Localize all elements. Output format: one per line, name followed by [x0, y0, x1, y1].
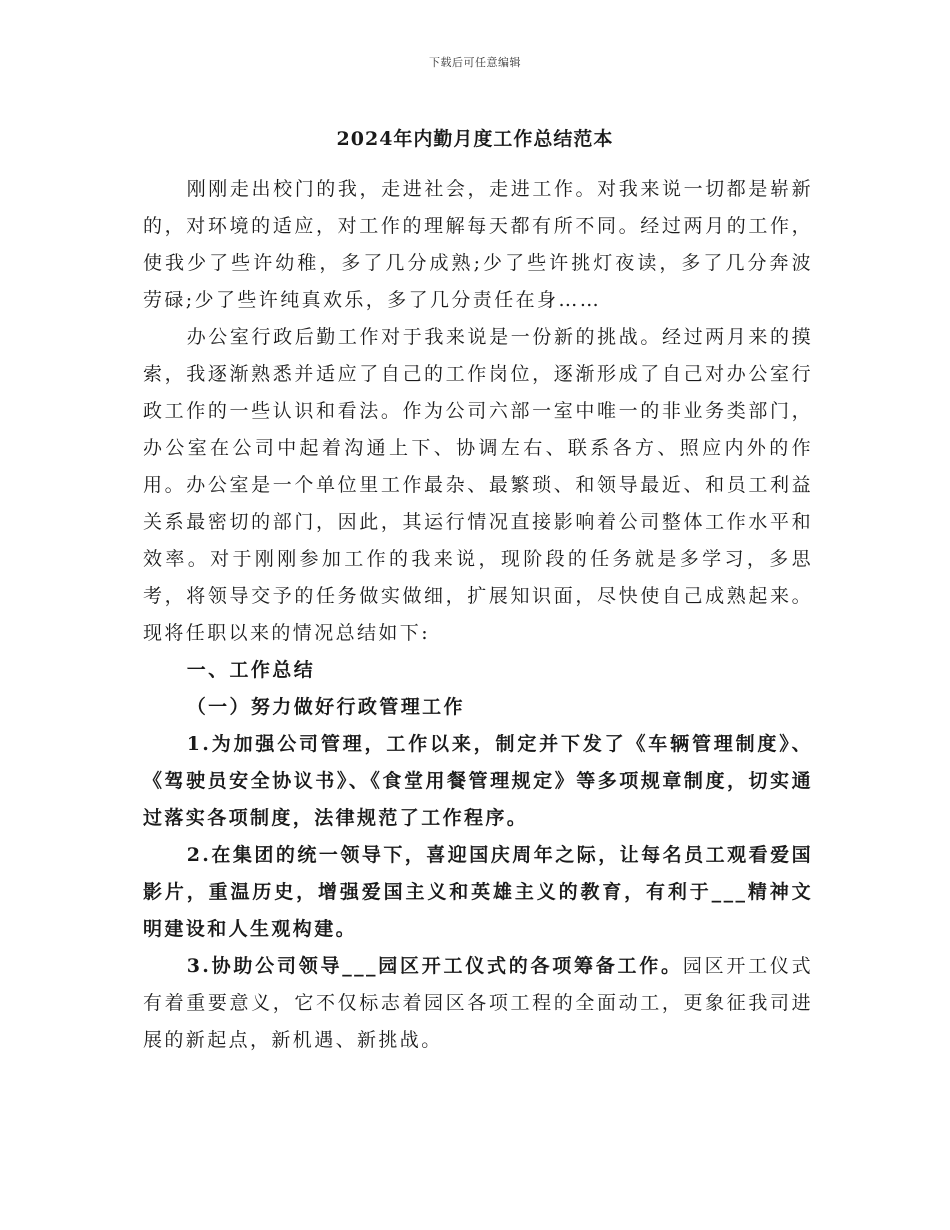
list-item-1: 1.为加强公司管理，工作以来，制定并下发了《车辆管理制度》、《驾驶员安全协议书》、《食堂用餐管理规定》等多项规章制度，切实通过落实各项制度，法律规范了工作程序。 [143, 733, 813, 829]
paragraph-office-work: 办公室行政后勤工作对于我来说是一份新的挑战。经过两月来的摸索，我逐渐熟悉并适应了自己的工作岗位，逐渐形成了自己对办公室行政工作的一些认识和看法。作为公司六部一室中唯一的非业务类部门，办公室在公司中起着沟通上下、协调左右、联系各方、照应内外的作用。办公室是一个单位里工作最杂、最繁琐、和领导最近、和员工利益关系最密切的部门，因此，其运行情况直接影响着公司整体工作水平和效率。对于刚刚参加工作的我来说，现阶段的任务就是多学习，多思考，将领导交予的任务做实做细，扩展知识面，尽快使自己成熟起来。现将任职以来的情况总结如下: [143, 326, 813, 644]
section-heading: 一、工作总结 [186, 659, 316, 681]
subsection-heading: （一）努力做好行政管理工作 [186, 696, 465, 718]
page-header: 下载后可任意编辑 [429, 56, 521, 69]
list-item-3 [143, 948, 813, 1059]
document-body [143, 171, 813, 1059]
paragraph-intro: 刚刚走出校门的我，走进社会，走进工作。对我来说一切都是崭新的，对环境的适应，对工作的理解每天都有所不同。经过两月的工作，使我少了些许幼稚，多了几分成熟;少了些许挑灯夜读，多了几分奔波劳碌;少了些许纯真欢乐，多了几分责任在身…… [143, 178, 813, 311]
document-title: 2024年内勤月度工作总结范本 [336, 128, 614, 150]
list-item-3-text: 园区开工仪式有着重要意义，它不仅标志着园区各项工程的全面动工，更象征我司进展的新起点，新机遇、新挑战。 [143, 955, 813, 1051]
list-item-3-lead: 3.协助公司领导___园区开工仪式的各项筹备工作。 [186, 955, 683, 977]
list-item-2: 2.在集团的统一领导下，喜迎国庆周年之际，让每名员工观看爱国影片，重温历史，增强爱国主义和英雄主义的教育，有利于___精神文明建设和人生观构建。 [143, 844, 813, 940]
